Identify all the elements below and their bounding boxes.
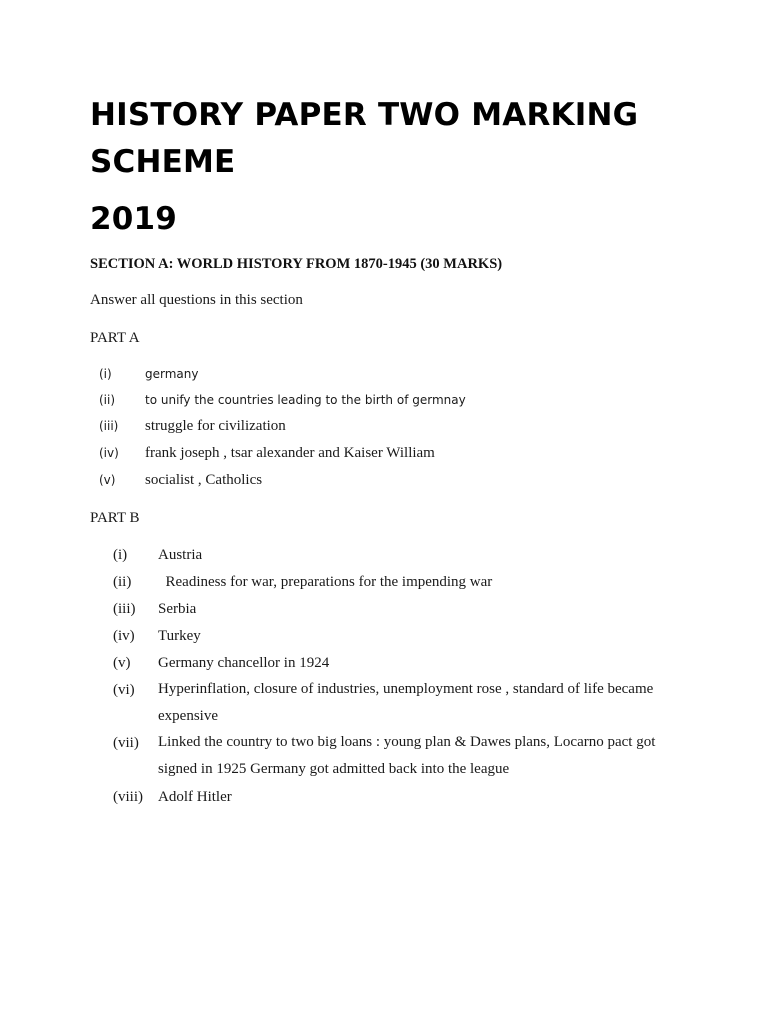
item-number: (iii)	[99, 419, 119, 433]
item-number: (iv)	[99, 446, 119, 460]
item-answer: Austria	[158, 547, 203, 563]
item-answer: frank joseph , tsar alexander and Kaiser William	[145, 445, 435, 461]
item-number: (v)	[99, 473, 116, 487]
item-answer: Hyperinflation, closure of industries, unemployment rose , standard of life became expensive	[158, 681, 654, 724]
item-number: (i)	[113, 547, 128, 563]
item-answer: Readiness for war, preparations for the impending war	[158, 574, 493, 590]
part-a-label: PART A	[90, 330, 140, 346]
item-number: (ii)	[113, 574, 132, 590]
item-number: (i)	[99, 367, 112, 381]
item-number: (v)	[113, 655, 131, 671]
item-answer: to unify the countries leading to the birth of germnay	[145, 393, 466, 407]
document-title-year: 2019	[90, 201, 178, 237]
item-answer: Turkey	[158, 628, 201, 644]
item-number: (iv)	[113, 628, 135, 644]
item-answer: struggle for civilization	[145, 418, 286, 434]
section-instruction: Answer all questions in this section	[90, 292, 303, 308]
item-number: (vii)	[113, 735, 139, 751]
item-answer: Linked the country to two big loans : young plan & Dawes plans, Locarno pact got signed in 1925 Germany got admitted back into the league	[158, 734, 656, 777]
part-b-label: PART B	[90, 510, 140, 526]
section-a-heading: SECTION A: WORLD HISTORY FROM 1870-1945 (30 MARKS)	[90, 256, 503, 272]
document-title-line-2: SCHEME	[90, 144, 236, 180]
item-answer: Adolf Hitler	[158, 789, 232, 805]
item-number: (viii)	[113, 789, 143, 805]
item-answer: socialist , Catholics	[145, 472, 263, 488]
item-answer: Serbia	[158, 601, 197, 617]
item-number: (vi)	[113, 682, 135, 698]
document-title-line-1: HISTORY PAPER TWO MARKING	[90, 97, 639, 133]
item-number: (ii)	[99, 393, 116, 407]
item-answer: Germany chancellor in 1924	[158, 655, 330, 671]
item-number: (iii)	[113, 601, 136, 617]
item-answer: germany	[145, 367, 199, 381]
